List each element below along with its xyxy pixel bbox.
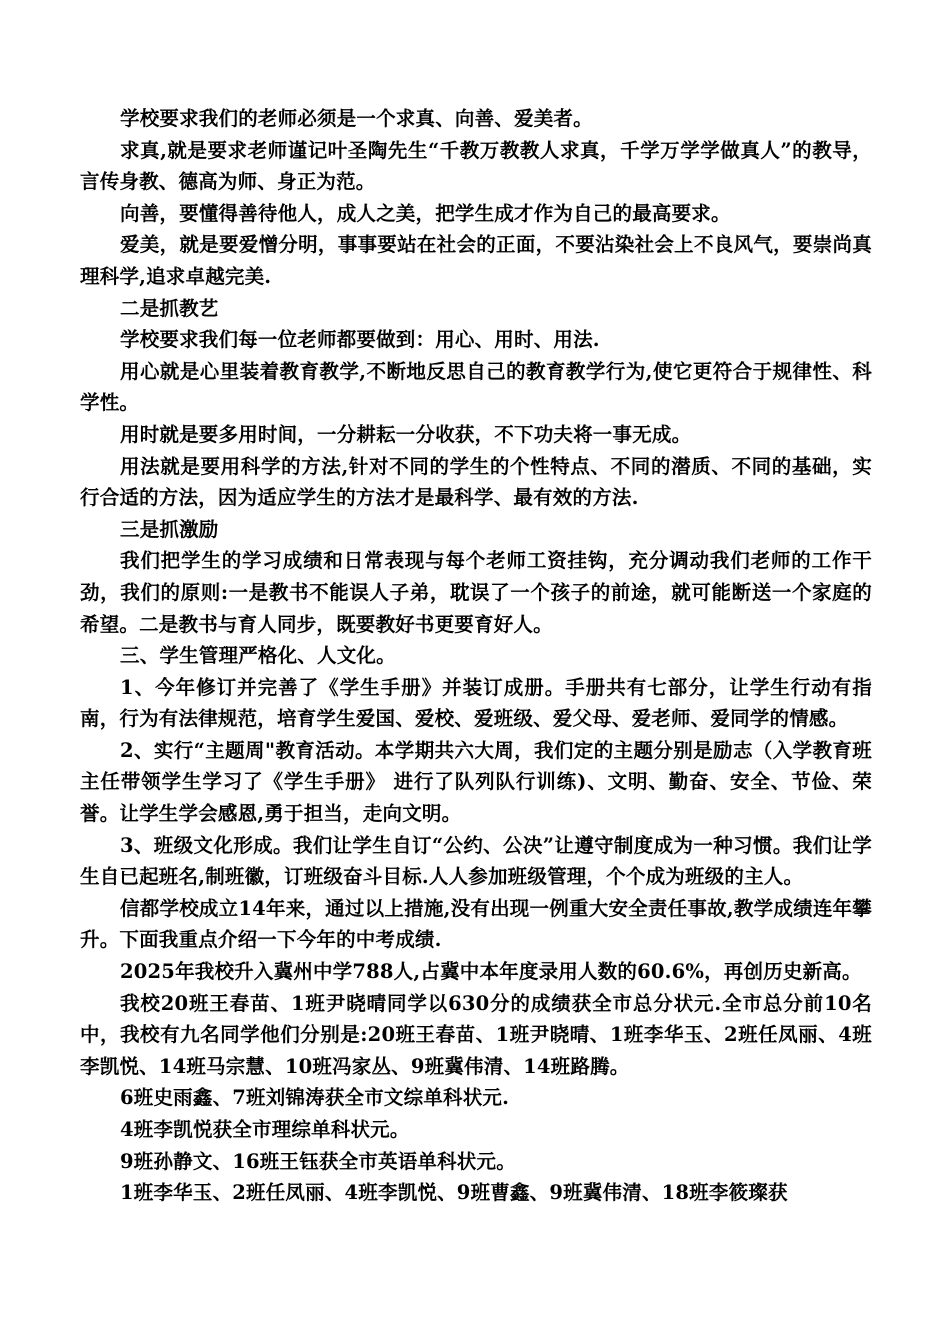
paragraph-kindness: 向善，要懂得善待他人，成人之美，把学生成才作为自己的最高要求。 xyxy=(120,201,731,225)
paragraph-use-method: 用法就是要用科学的方法,针对不同的学生的个性特点、不同的潜质、不同的基础，实行合适的方法，因为适应学生的方法才是最科学、最有效的方法. xyxy=(80,454,872,510)
paragraph-student-handbook: 1、今年修订并完善了《学生手册》并装订成册。手册共有七部分，让学生行动有指南，行为有法律规范，培育学生爱国、爱校、爱班级、爱父母、爱老师、爱同学的情感。 xyxy=(80,675,872,731)
paragraph-class-culture: 3、班级文化形成。我们让学生自订“公约、公决”让遵守制度成为一种习惯。我们让学生自已起班名,制班徽，订班级奋斗目标.人人参加班级管理，个个成为班级的主人。 xyxy=(80,833,872,889)
heading-incentives: 三是抓激励 xyxy=(120,517,219,541)
paragraph-school-history: 信都学校成立14年来，通过以上措施,没有出现一例重大安全责任事故,教学成绩连年攀升。下面我重点介绍一下今年的中考成绩. xyxy=(80,896,872,952)
paragraph-teacher-requirements: 学校要求我们的老师必须是一个求真、向善、爱美者。 xyxy=(120,107,593,130)
document-body xyxy=(80,103,872,1209)
paragraph-use-heart: 用心就是心里装着教育教学,不断地反思自己的教育教学行为,使它更符合于规律性、科学性。 xyxy=(80,359,872,415)
paragraph-seek-truth: 求真,就是要求老师谨记叶圣陶先生“千教万教教人求真，千学万学学做真人”的教导，言传身教、德高为师、身正为范。 xyxy=(80,138,872,194)
paragraph-use-time: 用时就是要多用时间，一分耕耘一分收获，不下功夫将一事无成。 xyxy=(120,422,692,446)
paragraph-more-awards: 1班李华玉、2班任凤丽、4班李凯悦、9班曹鑫、9班冀伟清、18班李筱璨获 xyxy=(120,1181,788,1205)
paragraph-three-uses: 学校要求我们每一位老师都要做到：用心、用时、用法. xyxy=(120,328,600,352)
paragraph-top-scorers: 我校20班王春苗、1班尹晓晴同学以630分的成绩获全市总分状元.全市总分前10名中，我校有九名同学他们分别是:20班王春苗、1班尹晓晴、1班李华玉、2班任凤丽、4班李凯悦、14班马宗慧、10班冯家丛、9班冀伟清、14班路腾。 xyxy=(80,991,872,1078)
paragraph-theme-week: 2、实行“主题周"教育活动。本学期共六大周，我们定的主题分别是励志（入学教育班主任带领学生学习了《学生手册》 进行了队列队行训练)、文明、勤奋、安全、节俭、荣誉。让学生学会感恩,勇于担当，走向文明。 xyxy=(80,738,872,826)
heading-teaching-skill: 二是抓教艺 xyxy=(120,296,219,320)
paragraph-incentive-principles: 我们把学生的学习成绩和日常表现与每个老师工资挂钩，充分调动我们老师的工作干劲，我们的原则:一是教书不能误人子弟，耽误了一个孩子的前途，就可能断送一个家庭的希望。二是教书与育人同步，既要教好书更要育好人。 xyxy=(80,549,872,636)
paragraph-science-champion: 4班李凯悦获全市理综单科状元。 xyxy=(120,1118,410,1141)
paragraph-english-champions: 9班孙静文、16班王钰获全市英语单科状元。 xyxy=(120,1149,516,1173)
heading-student-management: 三、学生管理严格化、人文化。 xyxy=(120,644,396,668)
paragraph-love-beauty: 爱美，就是要爱憎分明，事事要站在社会的正面，不要沾染社会上不良风气，要崇尚真理科学,追求卓越完美. xyxy=(80,233,872,288)
paragraph-liberal-arts-champions: 6班史雨鑫、7班刘锦涛获全市文综单科状元. xyxy=(120,1086,510,1110)
paragraph-admission-results: 2025年我校升入冀州中学788人,占冀中本年度录用人数的60.6%，再创历史新高。 xyxy=(120,960,862,984)
